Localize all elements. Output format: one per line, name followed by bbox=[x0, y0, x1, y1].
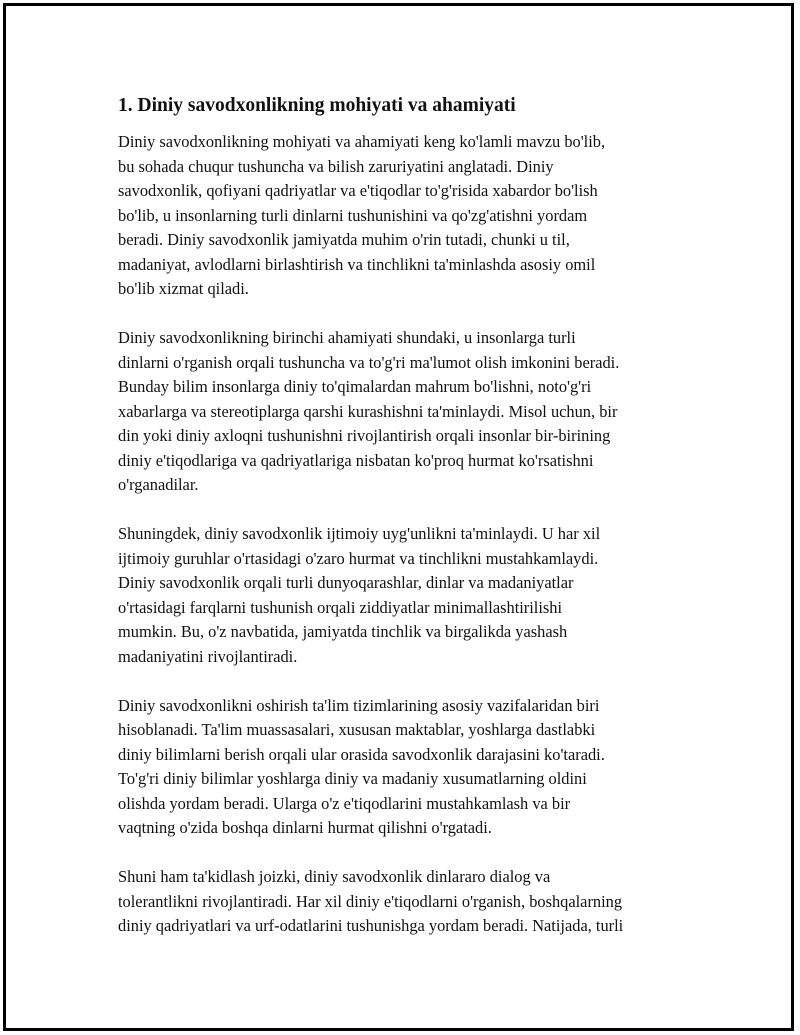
paragraph-line: Shuni ham ta'kidlash joizki, diniy savodxonlik dinlararo dialog va bbox=[118, 867, 551, 886]
paragraph-line: diniy bilimlarni berish orqali ular orasida savodxonlik darajasini ko'taradi. bbox=[118, 744, 605, 764]
paragraph-line: Diniy savodxonlikning birinchi ahamiyati shundaki, u insonlarga turli bbox=[118, 328, 576, 347]
paragraph-line: xabarlarga va stereotiplarga qarshi kurashishni ta'minlaydi. Misol uchun, bir bbox=[118, 401, 618, 421]
document-body bbox=[118, 94, 693, 963]
paragraph-line: beradi. Diniy savodxonlik jamiyatda muhim o'rin tutadi, chunki u til, bbox=[118, 230, 570, 249]
paragraph-line: diniy e'tiqodlariga va qadriyatlariga nisbatan ko'proq hurmat ko'rsatishni bbox=[118, 450, 594, 470]
paragraph-line: ijtimoiy guruhlar o'rtasidagi o'zaro hurmat va tinchlikni mustahkamlaydi. bbox=[118, 548, 599, 568]
paragraph-line: Shuningdek, diniy savodxonlik ijtimoiy uyg'unlikni ta'minlaydi. U har xil bbox=[118, 524, 601, 543]
paragraph-line: o'rganadilar. bbox=[118, 475, 199, 494]
paragraph-line: diniy qadriyatlari va urf-odatlarini tushunishga yordam beradi. Natijada, turli bbox=[118, 916, 624, 935]
body-paragraph bbox=[118, 326, 693, 498]
paragraph-line: din yoki diniy axloqni tushunishni rivojlantirish orqali insonlar bir-birining bbox=[118, 426, 611, 445]
body-paragraph bbox=[118, 865, 693, 939]
paragraph-line: savodxonlik, qofiyani qadriyatlar va e'tiqodlar to'g'risida xabardor bo'lish bbox=[118, 181, 598, 200]
paragraph-line: bo'lib, u insonlarning turli dinlarni tushunishini va qo'zg'atishni yordam bbox=[118, 205, 588, 225]
body-paragraph bbox=[118, 522, 693, 669]
body-paragraph bbox=[118, 694, 693, 841]
paragraph-line: hisoblanadi. Ta'lim muassasalari, xususan maktablar, yoshlarga dastlabki bbox=[118, 720, 596, 739]
paragraph-line: Diniy savodxonlik orqali turli dunyoqarashlar, dinlar va madaniyatlar bbox=[118, 573, 574, 592]
paragraph-line: Diniy savodxonlikni oshirish ta'lim tizimlarining asosiy vazifalaridan biri bbox=[118, 695, 600, 715]
body-paragraph bbox=[118, 130, 693, 302]
paragraph-line: Diniy savodxonlikning mohiyati va ahamiyati keng ko'lamli mavzu bo'lib, bbox=[118, 132, 606, 151]
paragraph-line: dinlarni o'rganish orqali tushuncha va to'g'ri ma'lumot olish imkonini beradi. bbox=[118, 352, 620, 372]
paragraph-line: olishda yordam beradi. Ularga o'z e'tiqodlarini mustahkamlash va bir bbox=[118, 793, 571, 813]
paragraph-line: tolerantlikni rivojlantiradi. Har xil diniy e'tiqodlarni o'rganish, boshqalarning bbox=[118, 891, 623, 911]
paragraph-line: o'rtasidagi farqlarni tushunish orqali ziddiyatlar minimallashtirilishi bbox=[118, 597, 563, 617]
paragraph-line: To'g'ri diniy bilimlar yoshlarga diniy va madaniy xusumatlarning oldini bbox=[118, 769, 587, 788]
paragraph-line: madaniyatini rivojlantiradi. bbox=[118, 646, 298, 666]
paragraph-list bbox=[118, 130, 693, 939]
section-heading: 1. Diniy savodxonlikning mohiyati va ahamiyati bbox=[118, 95, 516, 116]
paragraph-line: vaqtning o'zida boshqa dinlarni hurmat qilishni o'rgatadi. bbox=[118, 818, 492, 837]
paragraph-line: Bunday bilim insonlarga diniy to'qimalardan mahrum bo'lishni, noto'g'ri bbox=[118, 377, 592, 396]
paragraph-line: madaniyat, avlodlarni birlashtirish va tinchlikni ta'minlashda asosiy omil bbox=[118, 254, 596, 274]
paragraph-line: bo'lib xizmat qiladi. bbox=[118, 279, 249, 298]
paragraph-line: mumkin. Bu, o'z navbatida, jamiyatda tinchlik va birgalikda yashash bbox=[118, 622, 568, 641]
paragraph-line: bu sohada chuqur tushuncha va bilish zaruriyatini anglatadi. Diniy bbox=[118, 156, 554, 176]
